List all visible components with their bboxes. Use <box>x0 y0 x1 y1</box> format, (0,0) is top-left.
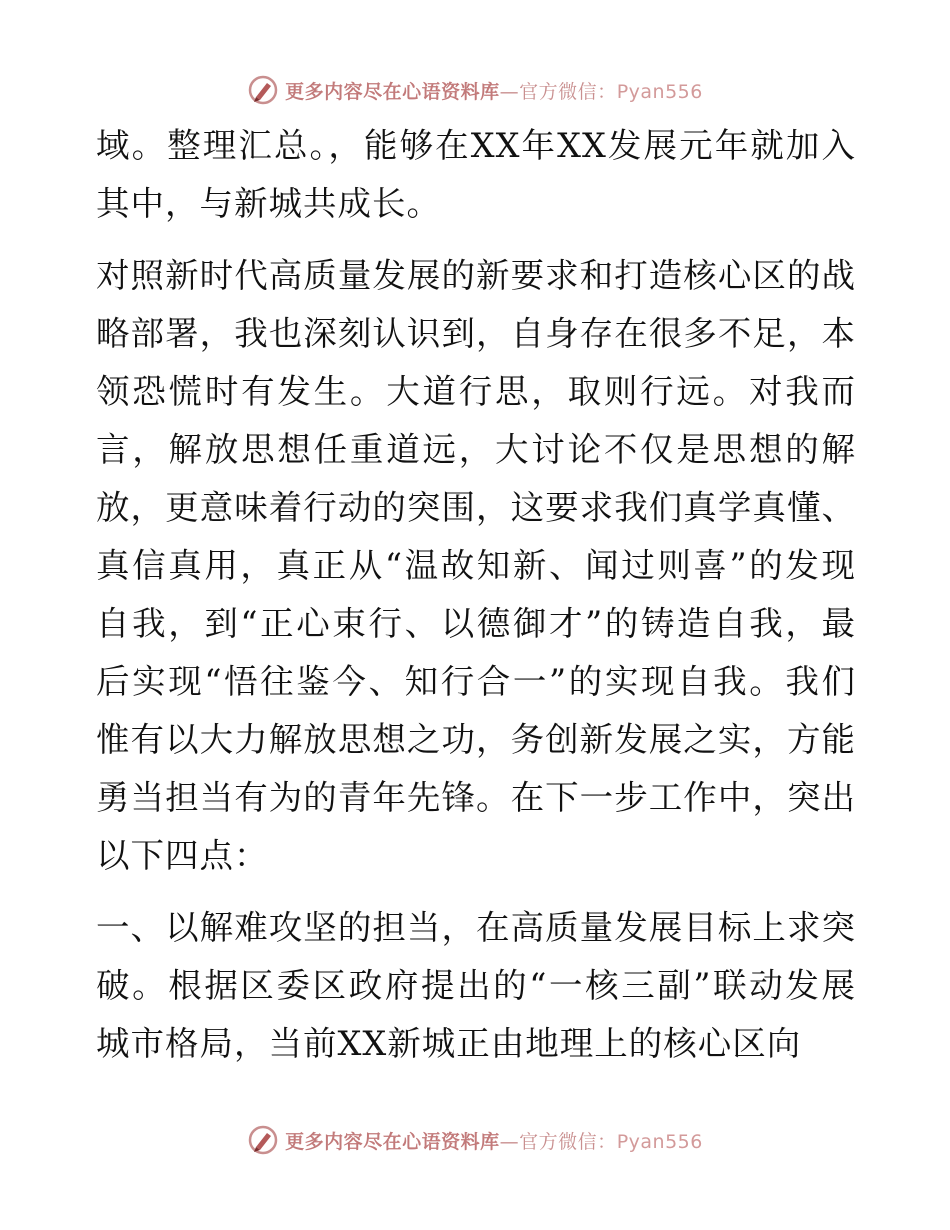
watermark-wechat-id: Pyan556 <box>616 1130 703 1153</box>
watermark-group <box>247 74 703 106</box>
paragraph-2: 对照新时代高质量发展的新要求和打造核心区的战略部署，我也深刻认识到，自身存在很多不足，本领恐慌时有发生。大道行思，取则行远。对我而言，解放思想任重道远，大讨论不仅是思想的解放，更意味着行动的突围，这要求我们真学真懂、真信真用，真正从“温故知新、闻过则喜”的发现自我，到“正心束行、以德御才”的铸造自我，最后实现“悟往鉴今、知行合一”的实现自我。我们惟有以大力解放思想之功，务创新发展之实，方能勇当担当有为的青年先锋。在下一步工作中，突出以下四点： <box>96 256 856 875</box>
pen-logo-icon <box>247 1124 279 1156</box>
watermark-wechat-id: Pyan556 <box>616 80 703 103</box>
footer-watermark-banner <box>0 1120 950 1160</box>
watermark-text <box>285 1127 703 1154</box>
watermark-title: 更多内容尽在心语资料库 <box>285 1130 500 1153</box>
pen-logo-icon <box>247 74 279 106</box>
watermark-group <box>247 1124 703 1156</box>
watermark-title: 更多内容尽在心语资料库 <box>285 80 500 103</box>
watermark-text <box>285 77 703 104</box>
document-body <box>96 117 856 1073</box>
watermark-label: —官方微信： <box>499 80 617 103</box>
paragraph-1: 域。整理汇总。，能够在XX年XX发展元年就加入其中，与新城共成长。 <box>96 126 856 223</box>
header-watermark-banner <box>0 70 950 110</box>
paragraph-3: 一、以解难攻坚的担当，在高质量发展目标上求突破。根据区委区政府提出的“一核三副”联动发展城市格局，当前XX新城正由地理上的核心区向 <box>96 908 856 1063</box>
watermark-label: —官方微信： <box>499 1130 617 1153</box>
